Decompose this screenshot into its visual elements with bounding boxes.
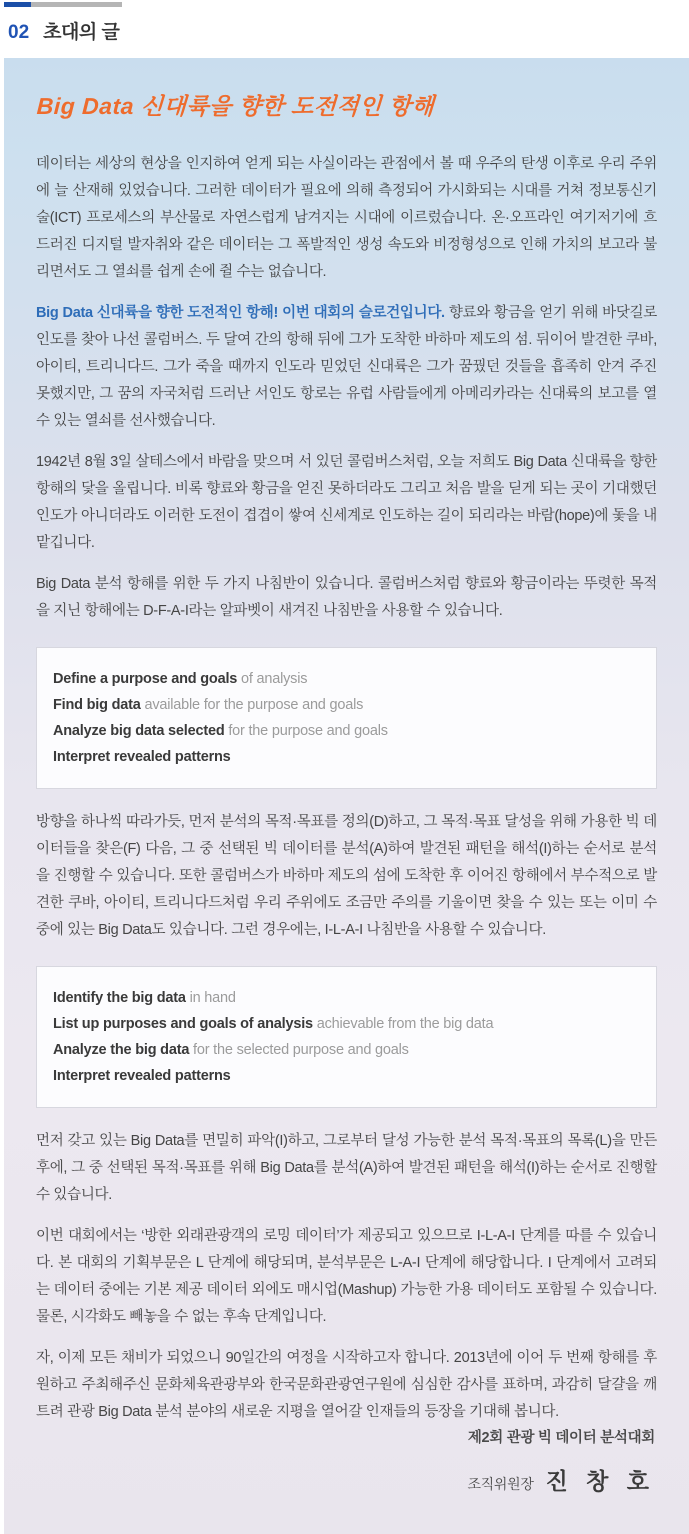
- paragraph-5: 방향을 하나씩 따라가듯, 먼저 분석의 목적·목표를 정의(D)하고, 그 목적·목표 달성을 위해 가용한 빅 데이터들을 찾은(F) 다음, 그 중 선택된 빅 데이터를 분석(A)하여 발견된 패턴을 해석(I)하는 순서로 분석을 진행할 수 있습니다. 또한 콜럼버스가 바하마 제도의 섬에 도착한 후 이어진 항해에서 부수적으로 발견한 쿠바, 아이티, 트리니다드처럼 우리 주위에도 조금만 주의를 기울이면 찾을 수 있는 또는 이미 수중에 있는 Big Data도 있습니다. 그런 경우에는, I-L-A-I 나침반을 사용할 수 있습니다.: [36, 814, 657, 938]
- paragraph-2-rest: 향료와 황금을 얻기 위해 바닷길로 인도를 찾아 나선 콜럼버스. 두 달여 간의 항해 뒤에 그가 도착한 바하마 제도의 섬. 뒤이어 발견한 쿠바, 아이티, 트리니다드. 그가 죽을 때까지 인도라 믿었던 신대륙은 그가 꿈꿨던 것들을 흡족히 안겨 주진 못했지만, 그 꿈의 자국처럼 드러난 서인도 항로는 유럽 사람들에게 아메리카라는 신대륙의 보고를 열 수 있는 열쇠를 선사했습니다.: [36, 305, 658, 429]
- signature-block: [36, 1426, 657, 1506]
- ilai-interpret-bold: Interpret revealed patterns: [53, 1068, 231, 1084]
- section-title: 초대의 글: [43, 22, 120, 43]
- signature-name: 진 창 호: [545, 1468, 655, 1494]
- paragraph-7: 이번 대회에서는 ‘방한 외래관광객의 로밍 데이터’가 제공되고 있으므로 I-L-A-I 단계를 따를 수 있습니다. 본 대회의 기획부문은 L 단계에 해당되며, 분석부문은 L-A-I 단계에 해당합니다. I 단계에서 고려되는 데이터 중에는 기본 제공 데이터 외에도 매시업(Mashup) 가능한 가용 데이터도 포함될 수 있습니다. 물론, 시각화도 빼놓을 수 없는 후속 단계입니다.: [36, 1228, 657, 1325]
- slogan-highlight: Big Data 신대륙을 향한 도전적인 항해! 이번 대회의 슬로건입니다.: [36, 305, 445, 321]
- dfai-item-analyze: [53, 718, 640, 744]
- dfai-define-rest: of analysis: [237, 671, 308, 687]
- ilai-item-identify: [53, 985, 640, 1011]
- paragraph-6: 먼저 갖고 있는 Big Data를 면밀히 파악(I)하고, 그로부터 달성 가능한 분석 목적·목표의 목록(L)을 만든 후에, 그 중 선택된 목적·목표를 위해 Big Data를 분석(A)하여 발견된 패턴을 해석(I)하는 순서로 진행할 수 있습니다.: [36, 1133, 657, 1203]
- ilai-item-analyze: [53, 1037, 640, 1063]
- ilai-analyze-bold: Analyze the big data: [53, 1042, 190, 1058]
- dfai-item-interpret: [53, 744, 640, 770]
- dfai-find-bold: Find big data: [53, 697, 141, 713]
- dfai-item-find: [53, 692, 640, 718]
- document-title: Big Data 신대륙을 향한 도전적인 항해: [36, 93, 435, 119]
- dfai-compass-box: [36, 647, 657, 789]
- dfai-analyze-rest: for the purpose and goals: [224, 723, 388, 739]
- signature-role: 조직위원장: [467, 1476, 534, 1492]
- dfai-find-rest: available for the purpose and goals: [140, 697, 364, 713]
- ilai-analyze-rest: for the selected purpose and goals: [189, 1042, 409, 1058]
- page-header: [0, 0, 689, 58]
- header-accent-bar-blue: [4, 2, 31, 7]
- paragraph-8: 자, 이제 모든 채비가 되었으니 90일간의 여정을 시작하고자 합니다. 2013년에 이어 두 번째 항해를 후원하고 주최해주신 문화체육관광부와 한국문화관광연구원에 심심한 감사를 표하며, 과감히 달걀을 깨트려 관광 Big Data 분석 분야의 새로운 지평을 열어갈 인재들의 등장을 기대해 봅니다.: [36, 1350, 657, 1420]
- paragraph-2: [36, 300, 657, 435]
- dfai-define-bold: Define a purpose and goals: [53, 671, 238, 687]
- paragraph-1: 데이터는 세상의 현상을 인지하여 얻게 되는 사실이라는 관점에서 볼 때 우주의 탄생 이후로 우리 주위에 늘 산재해 있었습니다. 그러한 데이터가 필요에 의해 측정되어 가시화되는 시대를 거쳐 정보통신기술(ICT) 프로세스의 부산물로 자연스럽게 남겨지는 시대에 이르렀습니다. 온·오프라인 여기저기에 흐드러진 디지털 발자취와 같은 데이터는 그 폭발적인 생성 속도와 비정형성으로 인해 가치의 보고라 불리면서도 그 열쇠를 쉽게 손에 쥘 수는 없습니다.: [36, 156, 657, 280]
- content-card: [4, 58, 689, 1534]
- dfai-analyze-bold: Analyze big data selected: [53, 723, 225, 739]
- paragraph-3: 1942년 8월 3일 살테스에서 바람을 맞으며 서 있던 콜럼버스처럼, 오늘 저희도 Big Data 신대륙을 향한 항해의 닻을 올립니다. 비록 향료와 황금을 얻진 못하더라도 그리고 처음 발을 딛게 되는 곳이 기대했던 인도가 아니더라도 이러한 도전이 겹겹이 쌓여 신세계로 인도하는 길이 되리라는 바람(hope)에 돛을 내맡깁니다.: [36, 454, 657, 551]
- dfai-item-define: [53, 666, 640, 692]
- section-number: 02: [8, 22, 30, 43]
- ilai-item-interpret: [53, 1063, 640, 1089]
- ilai-compass-box: [36, 966, 657, 1108]
- dfai-interpret-bold: Interpret revealed patterns: [53, 749, 231, 765]
- ilai-identify-bold: Identify the big data: [53, 990, 186, 1006]
- header-accent-bar-gray: [31, 2, 122, 7]
- ilai-item-list: [53, 1011, 640, 1037]
- paragraph-4: Big Data 분석 항해를 위한 두 가지 나침반이 있습니다. 콜럼버스처럼 향료와 황금이라는 뚜렷한 목적을 지닌 항해에는 D-F-A-I라는 알파벳이 새겨진 나침반을 사용할 수 있습니다.: [36, 576, 657, 619]
- ilai-list-rest: achievable from the big data: [312, 1016, 494, 1032]
- ilai-list-bold: List up purposes and goals of analysis: [53, 1016, 313, 1032]
- signature-event-name: 제2회 관광 빅 데이터 분석대회: [467, 1430, 655, 1446]
- signature-row: [36, 1463, 655, 1496]
- header-accent-bars: [4, 2, 122, 7]
- header-title-row: [4, 7, 689, 58]
- ilai-identify-rest: in hand: [185, 990, 236, 1006]
